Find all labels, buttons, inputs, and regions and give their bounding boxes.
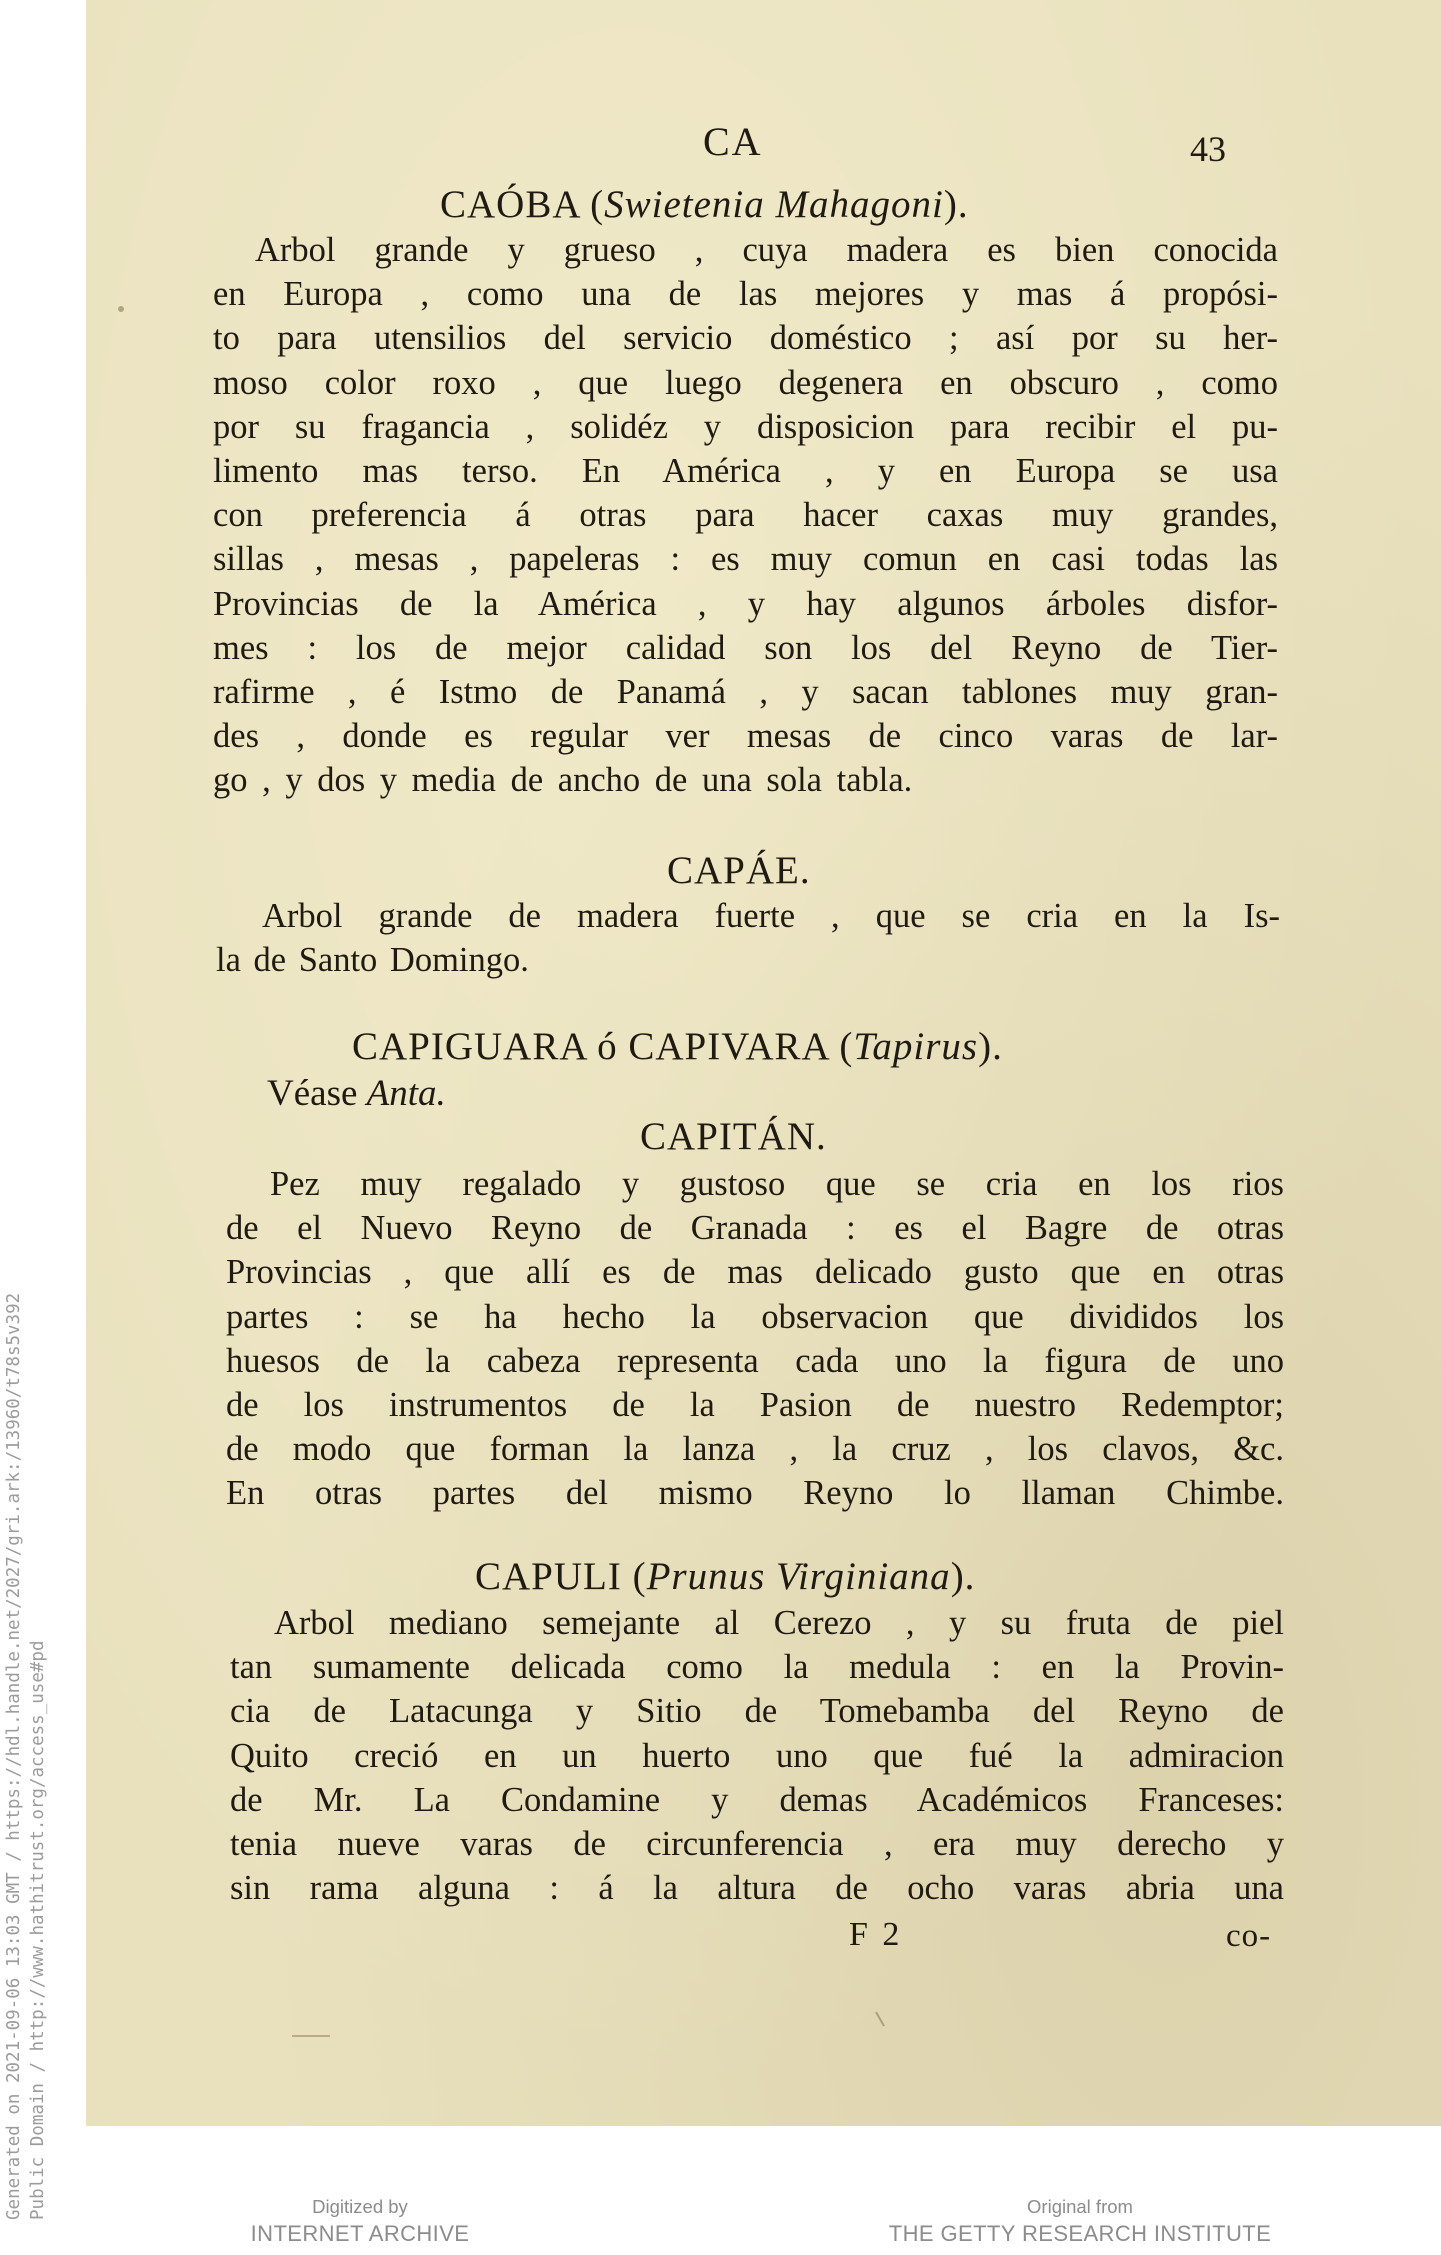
text-line: Pez muy regalado y gustoso que se cria en los rios (270, 1165, 1284, 1203)
credit-digitized (210, 2195, 510, 2249)
entry-headword: CAPIGUARA ó CAPIVARA (352, 1025, 829, 1068)
entry-latin-name: Prunus Virginiana (646, 1555, 951, 1598)
text-line: limento mas terso. En América , y en Europa se usa (213, 452, 1278, 491)
text-line: Arbol mediano semejante al Cerezo , y su fruta de piel (274, 1604, 1284, 1642)
speck (118, 306, 124, 312)
see-reference: Anta. (366, 1073, 446, 1114)
side-stamp-line: Generated on 2021-09-06 13:03 GMT / https://hdl.handle.net/2027/gri.ark:/13960/t78s5v392 (4, 1292, 24, 2220)
text-line: con preferencia á otras para hacer caxas muy grandes, (213, 496, 1278, 535)
text-line: En otras partes del mismo Reyno lo llaman Chimbe. (226, 1474, 1284, 1513)
text-line: la de Santo Domingo. (216, 941, 529, 980)
text-line: to para utensilios del servicio doméstico ; así por su her- (213, 319, 1278, 358)
text-line: por su fragancia , solidéz y disposicion para recibir el pu- (213, 407, 1278, 446)
text-line: tan sumamente delicada como la medula : en la Provin- (230, 1648, 1284, 1687)
text-line: de los instrumentos de la Pasion de nuestro Redemptor; (226, 1386, 1284, 1425)
catchword: co- (1226, 1918, 1272, 1954)
entry-title: CAPIGUARA ó CAPIVARA (Tapirus). (352, 1025, 1003, 1068)
text-line: mes : los de mejor calidad son los del Reyno de Tier- (213, 628, 1278, 667)
text-line: sin rama alguna : á la altura de ocho varas abria una (230, 1869, 1284, 1908)
text-line: go , y dos y media de ancho de una sola tabla. (213, 761, 913, 800)
speck (876, 2012, 884, 2026)
text-line: de el Nuevo Reyno de Granada : es el Bagre de otras (226, 1209, 1284, 1248)
entry-latin-name: Swietenia Mahagoni (604, 183, 944, 226)
signature-mark: F 2 (849, 1916, 903, 1953)
entry-title: CAÓBA (Swietenia Mahagoni). (440, 183, 969, 226)
credit-source: THE GETTY RESEARCH INSTITUTE (888, 2221, 1272, 2246)
text-line: en Europa , como una de las mejores y mas á propósi- (213, 275, 1278, 314)
text-line: cia de Latacunga y Sitio de Tomebamba del Reyno de (230, 1692, 1284, 1731)
entry-title: CAPULI (Prunus Virginiana). (475, 1555, 976, 1598)
text-line: de Mr. La Condamine y demas Académicos Franceses: (230, 1780, 1284, 1819)
text-line: huesos de la cabeza representa cada uno la figura de uno (226, 1341, 1284, 1380)
credit-source: INTERNET ARCHIVE (250, 2221, 470, 2246)
see-prefix: Véase (267, 1073, 358, 1114)
text-line: Arbol grande y grueso , cuya madera es bien conocida (255, 231, 1278, 269)
entry-headword: CAPULI (475, 1555, 622, 1598)
side-stamp-line: Public Domain / http://www.hathitrust.org/access_use#pd (28, 1640, 48, 2220)
entry-headword: CAPITÁN. (640, 1115, 827, 1158)
text-line: de modo que forman la lanza , la cruz , los clavos, &c. (226, 1430, 1284, 1469)
text-line: Arbol grande de madera fuerte , que se cria en la Is- (262, 897, 1280, 935)
credit-label: Digitized by (312, 2196, 408, 2217)
running-title: CA (703, 119, 763, 164)
text-line: Provincias de la América , y hay algunos árboles disfor- (213, 584, 1278, 623)
entry-headword: CAPÁE. (667, 849, 811, 892)
entry-latin-name: Tapirus (853, 1025, 979, 1068)
credit-label: Original from (1027, 2196, 1133, 2217)
text-line: partes : se ha hecho la observacion que divididos los (226, 1297, 1284, 1336)
text-line: des , donde es regular ver mesas de cinco varas de lar- (213, 717, 1278, 756)
page-number: 43 (1190, 129, 1226, 169)
text-line: rafirme , é Istmo de Panamá , y sacan tablones muy gran- (213, 673, 1278, 712)
text-line: moso color roxo , que luego degenera en obscuro , como (213, 363, 1278, 402)
entry-headword: CAÓBA (440, 183, 580, 226)
text-line: Provincias , que allí es de mas delicado gusto que en otras (226, 1253, 1284, 1292)
text-line: sillas , mesas , papeleras : es muy comun en casi todas las (213, 540, 1278, 579)
credit-original (860, 2195, 1300, 2249)
text-line: Quito creció en un huerto uno que fué la admiracion (230, 1736, 1284, 1775)
text-line: tenia nueve varas de circunferencia , era muy derecho y (230, 1825, 1284, 1864)
